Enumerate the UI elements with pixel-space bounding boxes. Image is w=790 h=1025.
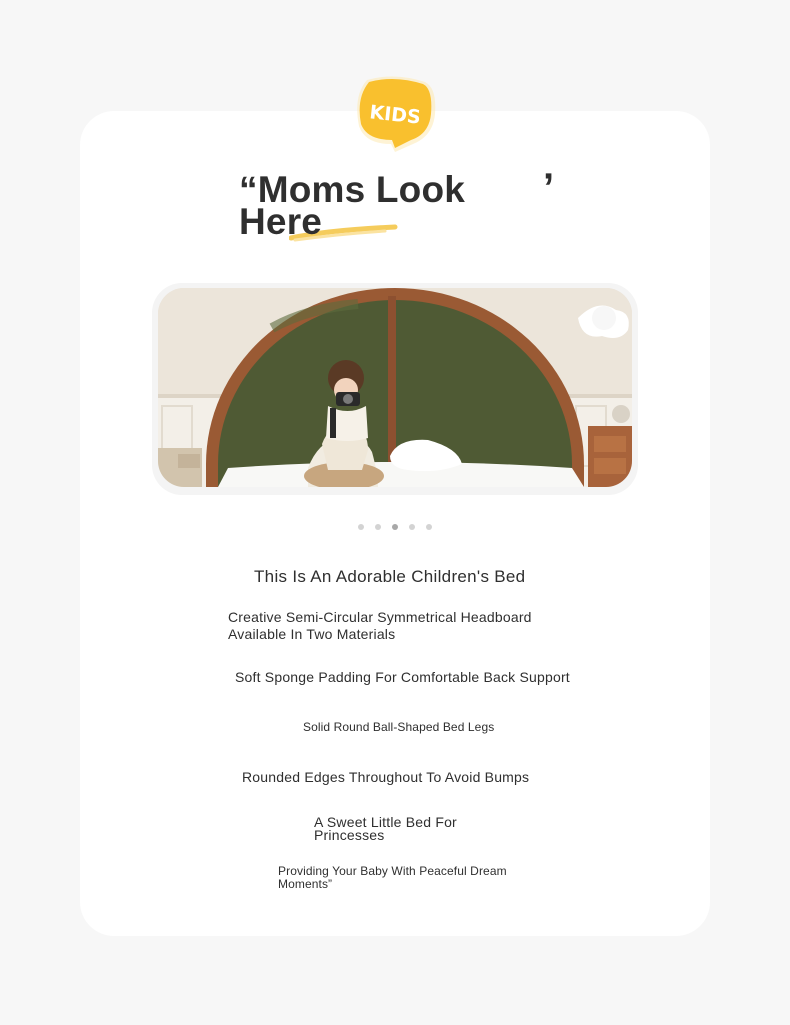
carousel-dot-5[interactable] (426, 524, 432, 530)
badge-label: KIDS (368, 101, 422, 129)
feature-headboard-line-1: Creative Semi-Circular Symmetrical Headboard (228, 609, 532, 625)
speech-bubble-icon (351, 74, 439, 158)
carousel-dot-4[interactable] (409, 524, 415, 530)
feature-title: This Is An Adorable Children's Bed (254, 567, 526, 586)
feature-princess-bed-line-1: A Sweet Little Bed For (314, 814, 457, 830)
feature-rounded-edges: Rounded Edges Throughout To Avoid Bumps (242, 769, 530, 785)
headline (239, 166, 569, 245)
carousel-dot-3[interactable] (392, 524, 398, 530)
feature-dream-moments-line-1: Providing Your Baby With Peaceful Dream (278, 864, 507, 878)
headline-close-quote: ’ (543, 166, 555, 210)
carousel-dot-2[interactable] (375, 524, 381, 530)
feature-princess-bed-line-2: Princesses (314, 827, 385, 843)
carousel-dots (356, 522, 436, 532)
bed-photo[interactable] (158, 288, 632, 487)
carousel-dot-1[interactable] (358, 524, 364, 530)
kids-badge (351, 74, 439, 158)
feature-headboard (228, 609, 532, 643)
feature-headboard-line-2: Available In Two Materials (228, 626, 396, 642)
feature-bed-legs: Solid Round Ball-Shaped Bed Legs (303, 720, 495, 734)
feature-princess-bed (314, 816, 457, 842)
bed-photo-illustration (158, 288, 632, 487)
feature-padding: Soft Sponge Padding For Comfortable Back Support (235, 669, 570, 685)
feature-dream-moments-line-2: Moments” (278, 877, 333, 891)
feature-dream-moments (278, 865, 507, 891)
headline-line-1: “Moms Look (239, 169, 466, 210)
headline-line-2: Here (239, 201, 323, 242)
